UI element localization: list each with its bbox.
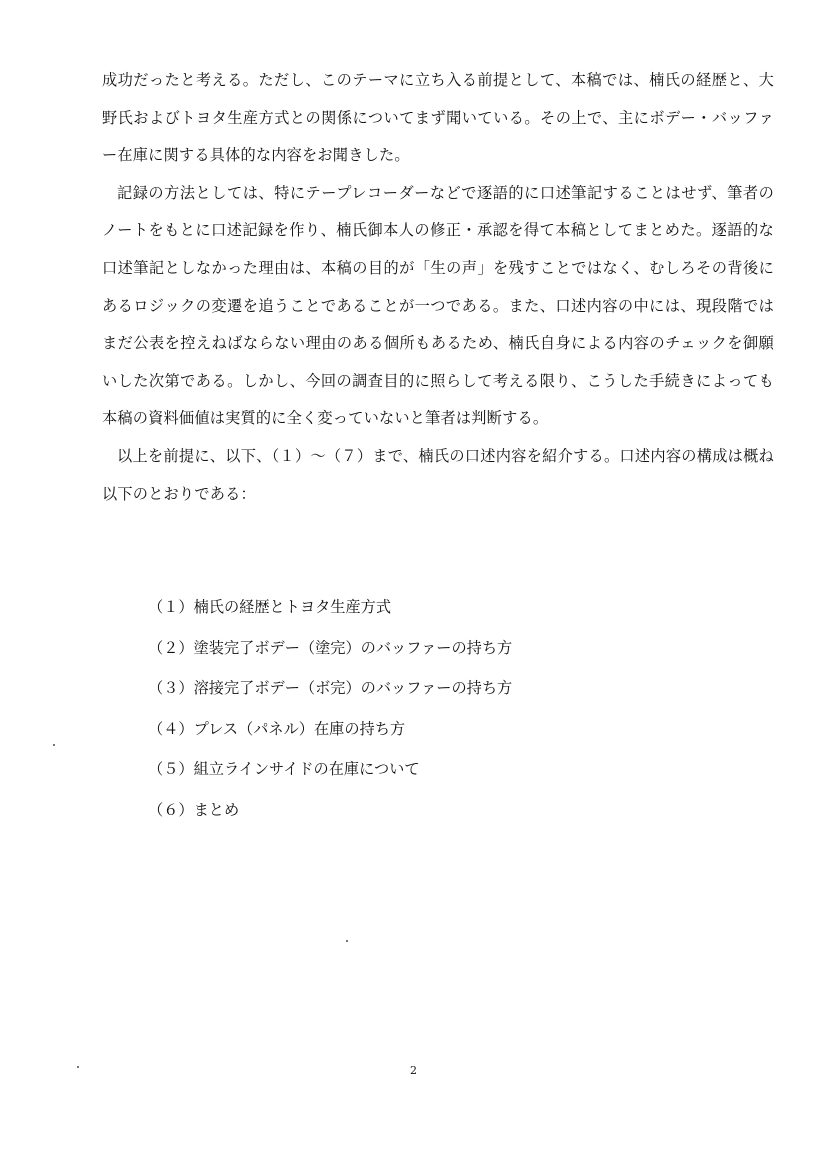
paragraph-continuation: 成功だったと考える。ただし、このテーマに立ち入る前提として、本稿では、楠氏の経歴と、大野氏およびトヨタ生産方式との関係についてまず聞いている。その上で、主にボデー・バッファー在庫に関する具体的な内容をお聞きした。 [102, 71, 774, 165]
contents-item-5: （５）組立ラインサイドの在庫について [148, 760, 420, 779]
contents-item-1: （１）楠氏の経歴とトヨタ生産方式 [148, 598, 391, 616]
body-text [102, 62, 774, 513]
paragraph-recording-method: 記録の方法としては、特にテープレコーダーなどで逐語的に口述筆記することはせず、筆者のノートをもとに口述記録を作り、楠氏御本人の修正・承認を得て本稿としてまとめた。逐語的な口述筆記としなかった理由は、本稿の目的が「生の声」を残すことではなく、むしろその背後にあるロジックの変遷を追うことであることが一つである。また、口述内容の中には、現段階ではまだ公表を控えねばならない理由のある個所もあるため、楠氏自身による内容のチェックを御願いした次第である。しかし、今回の調査目的に照らして考える限り、こうした手続きによっても本稿の資料価値は実質的に全く変っていないと筆者は判断する。 [102, 183, 774, 428]
contents-list [148, 587, 512, 831]
paragraph-structure-intro: 以上を前提に、以下、（１）～（７）まで、楠氏の口述内容を紹介する。口述内容の構成は概ね以下のとおりである： [102, 446, 774, 503]
contents-item-3: （３）溶接完了ボデー（ボ完）のバッファーの持ち方 [148, 679, 513, 698]
contents-item-6: （６）まとめ [148, 800, 240, 819]
scan-speck [77, 1066, 79, 1068]
page-number: 2 [410, 1064, 417, 1077]
scan-speck [53, 744, 55, 746]
scan-speck [346, 940, 348, 942]
contents-item-2: （２）塗装完了ボデー（塗完）のバッファーの持ち方 [148, 638, 513, 657]
contents-item-4: （４）プレス（パネル）在庫の持ち方 [148, 719, 406, 738]
